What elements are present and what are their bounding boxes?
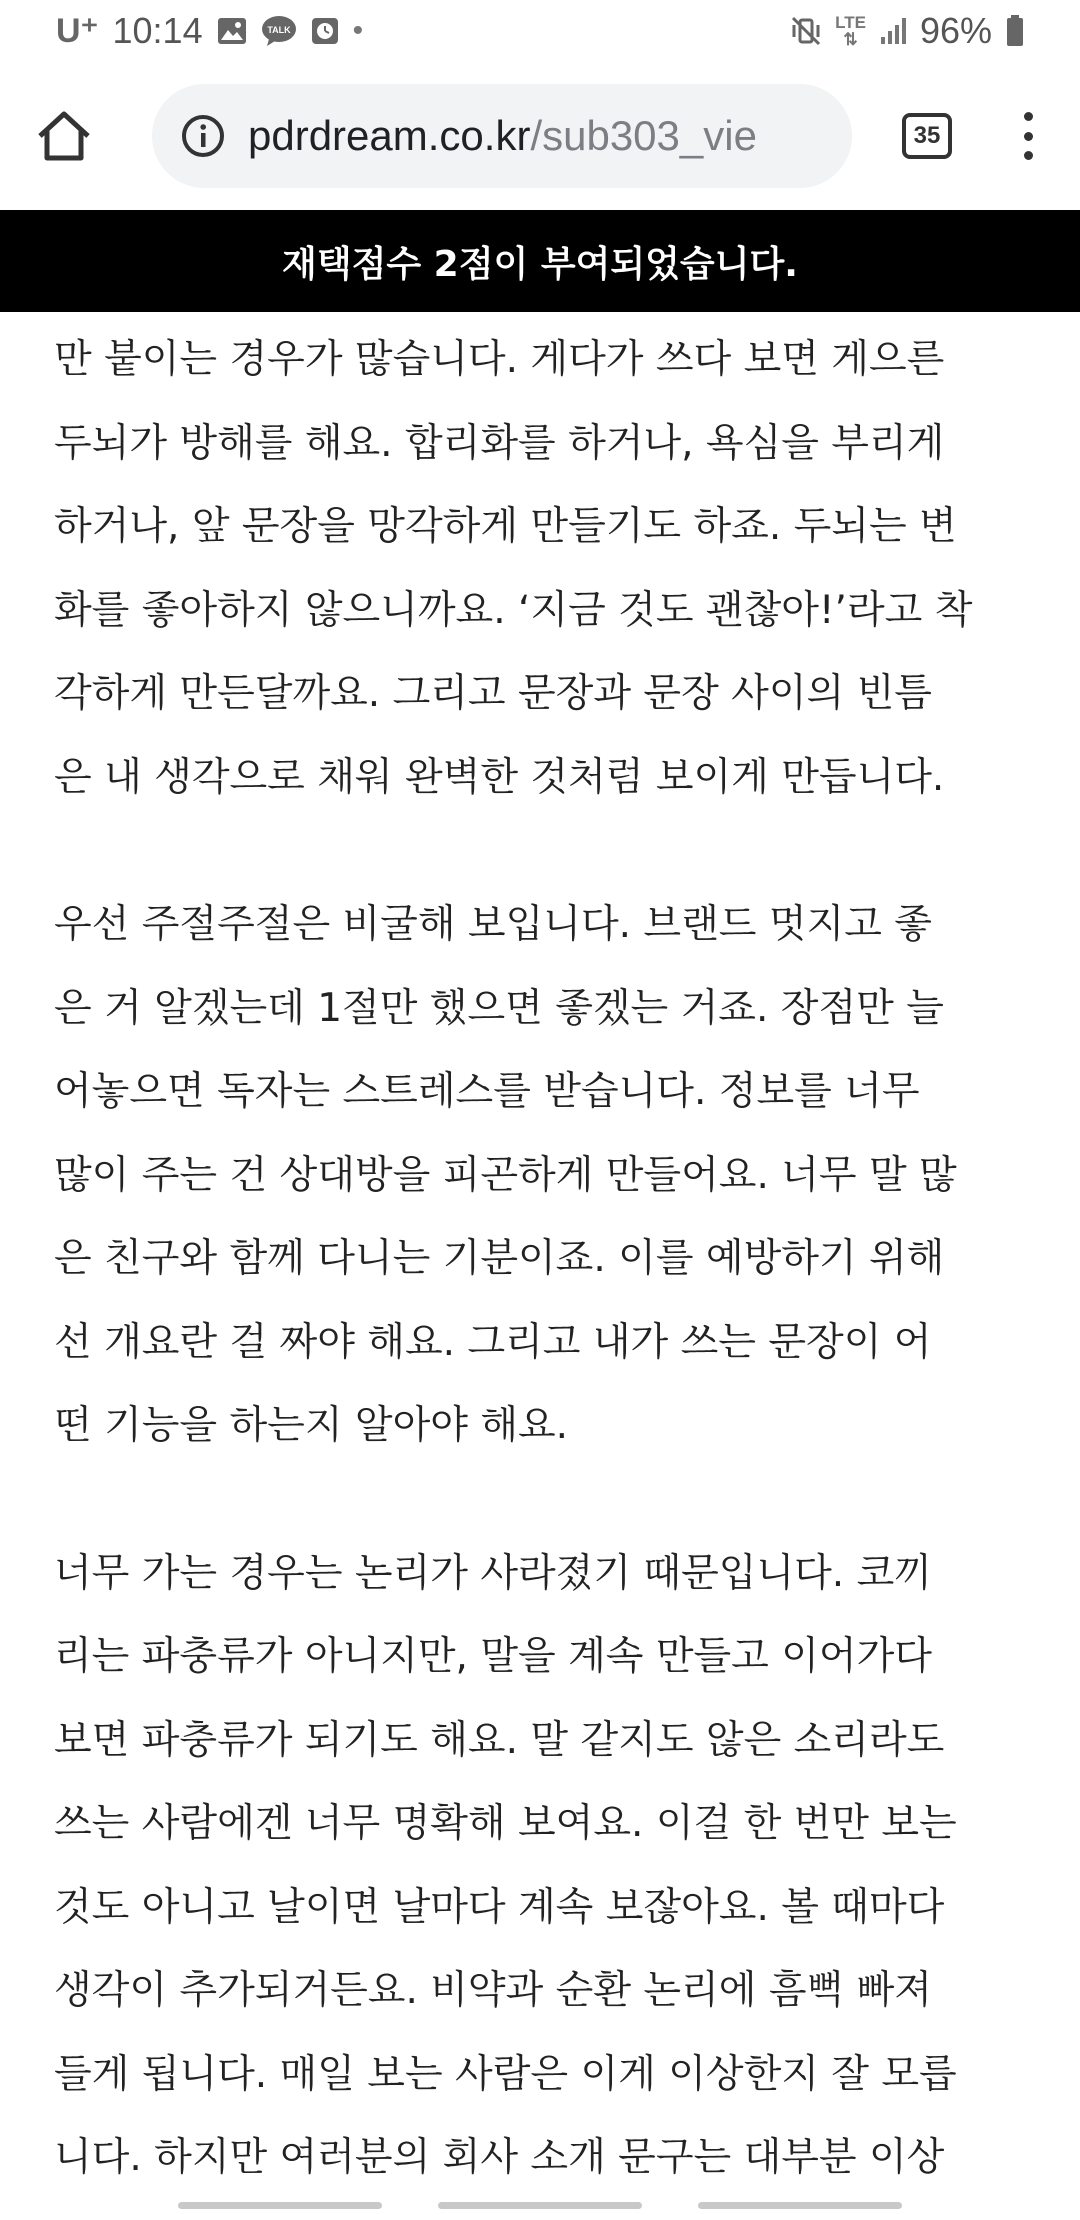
text-line: 두뇌가 방해를 해요. 합리화를 하거나, 욕심을 부리게 — [54, 420, 945, 466]
toast-message: 재택점수 2점이 부여되었습니다. — [282, 243, 798, 285]
text-line: 어놓으면 독자는 스트레스를 받습니다. 정보를 너무 — [54, 1069, 920, 1114]
text-line: 은 친구와 함께 다니는 기분이죠. 이를 예방하기 위해 — [54, 1236, 945, 1281]
menu-dot-icon — [1024, 132, 1033, 141]
status-right — [791, 10, 1024, 52]
home-icon — [36, 110, 92, 162]
status-bar — [0, 0, 1080, 62]
text-line: 선 개요란 걸 짜야 해요. 그리고 내가 쓰는 문장이 어 — [54, 1319, 932, 1365]
gesture-handle[interactable] — [178, 2202, 382, 2209]
text-line: 많이 주는 건 상대방을 피곤하게 만들어요. 너무 말 많 — [54, 1152, 957, 1198]
carrier-label: U⁺ — [56, 12, 99, 50]
text-line: 화를 좋아하지 않으니까요. ‘지금 것도 괜찮아!’라고 착 — [54, 587, 973, 633]
overflow-menu-button[interactable] — [1018, 106, 1038, 166]
text-line: 니다. 하지만 여러분의 회사 소개 문구는 대부분 이상 — [54, 2135, 945, 2180]
paragraph-gap — [54, 819, 1039, 883]
menu-dot-icon — [1024, 151, 1033, 160]
alarm-clock-icon — [311, 16, 339, 46]
menu-dot-icon — [1024, 112, 1033, 121]
mute-vibrate-icon — [791, 16, 821, 46]
text-line: 만 붙이는 경우가 많습니다. 게다가 쓰다 보면 게으른 — [54, 337, 945, 382]
paragraph-gap — [54, 1468, 1039, 1532]
text-line: 쓰는 사람에겐 너무 명확해 보여요. 이걸 한 번만 보는 — [54, 1801, 957, 1846]
talk-icon-label: TALK — [266, 25, 291, 35]
text-line: 은 거 알겠는데 1절만 했으면 좋겠는 거죠. 장점만 늘 — [54, 985, 944, 1031]
home-button[interactable] — [28, 100, 100, 172]
tab-count: 35 — [913, 122, 941, 149]
data-arrows-icon: ⇅ — [843, 30, 858, 49]
battery-percent: 96% — [919, 10, 992, 51]
text-line: 은 내 생각으로 채워 완벽한 것처럼 보이게 만듭니다. — [54, 754, 945, 800]
url-path: /sub303_vie — [530, 112, 757, 159]
battery-icon — [1006, 15, 1024, 47]
gesture-nav-bar[interactable] — [0, 2190, 1080, 2220]
browser-toolbar — [0, 62, 1080, 210]
gesture-handle[interactable] — [698, 2202, 902, 2209]
lte-icon — [835, 14, 866, 48]
article-body — [54, 318, 1039, 2200]
tab-switcher-button[interactable] — [902, 113, 952, 159]
article-paragraph — [54, 883, 1039, 1468]
info-icon[interactable] — [180, 113, 226, 159]
talk-icon — [261, 15, 297, 47]
signal-icon — [880, 17, 906, 45]
text-line: 하거나, 앞 문장을 망각하게 만들기도 하죠. 두뇌는 변 — [54, 504, 957, 549]
status-left — [56, 10, 363, 52]
text-line: 각하게 만든달까요. 그리고 문장과 문장 사이의 빈틈 — [54, 671, 932, 716]
text-line: 것도 아니고 날이면 날마다 계속 보잖아요. 볼 때마다 — [54, 1884, 945, 1930]
lte-label: LTE — [835, 13, 866, 32]
address-bar[interactable] — [152, 84, 852, 188]
dot-icon: • — [352, 14, 364, 47]
toast-banner — [0, 210, 1080, 312]
text-line: 우선 주절주절은 비굴해 보입니다. 브랜드 멋지고 좋 — [54, 902, 932, 947]
text-line: 들게 됩니다. 매일 보는 사람은 이게 이상한지 잘 모릅 — [54, 2051, 957, 2097]
text-line: 생각이 추가되거든요. 비약과 순환 논리에 흠뻑 빠져 — [54, 1968, 932, 2013]
text-line: 너무 가는 경우는 논리가 사라졌기 때문입니다. 코끼 — [54, 1550, 932, 1596]
article-paragraph — [54, 318, 1039, 819]
url-host: pdrdream.co.kr — [248, 112, 531, 159]
text-line: 리는 파충류가 아니지만, 말을 계속 만들고 이어가다 — [54, 1634, 932, 1679]
clock: 10:14 — [112, 10, 203, 51]
text-line: 떤 기능을 하는지 알아야 해요. — [54, 1403, 569, 1448]
article-paragraph — [54, 1532, 1039, 2200]
gallery-icon — [217, 17, 247, 45]
gesture-handle[interactable] — [438, 2202, 642, 2209]
text-line: 보면 파충류가 되기도 해요. 말 같지도 않은 소리라도 — [54, 1717, 945, 1763]
